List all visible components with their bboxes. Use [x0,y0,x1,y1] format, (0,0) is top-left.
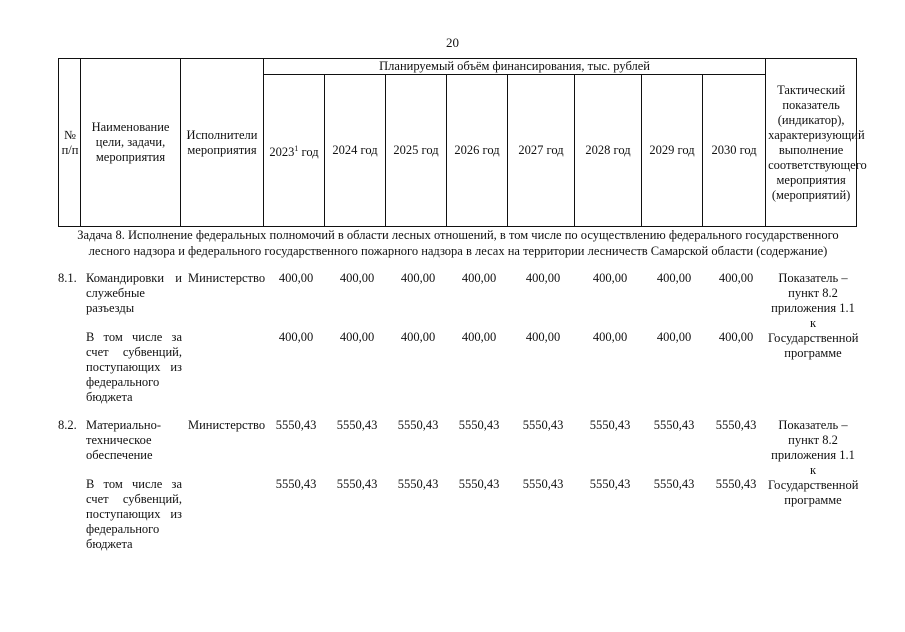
value-2026: 400,00 [461,271,497,285]
subvalue-2023: 400,00 [278,330,314,344]
subvalue-2026: 5550,43 [458,477,500,491]
year-2026-header: 2026 год [447,75,508,227]
value-2023: 5550,43 [275,418,317,432]
row-number: 8.2. [58,418,77,432]
value-2023: 400,00 [278,271,314,285]
row-indicator: Показатель – пункт 8.2 приложения 1.1 к Государственной программе [768,418,859,507]
subvalue-2024: 5550,43 [336,477,378,491]
value-2024: 5550,43 [336,418,378,432]
value-2030: 400,00 [718,271,754,285]
row-name: Командировки и служебные разъезды [86,271,182,315]
subvalue-2025: 400,00 [400,330,436,344]
financing-header: Планируемый объём финансирования, тыс. рублей [264,59,766,75]
row-indicator: Показатель – пункт 8.2 приложения 1.1 к Государственной программе [768,271,859,360]
year-2027-header: 2027 год [508,75,575,227]
subvalue-2028: 400,00 [592,330,628,344]
col-executor-header: Исполнители мероприятия [181,59,264,227]
row-number: 8.1. [58,271,77,285]
subvalue-2023: 5550,43 [275,477,317,491]
value-2027: 400,00 [525,271,561,285]
row-subname: В том числе за счет субвенций, поступающих из федерального бюджета [86,330,182,404]
subvalue-2029: 5550,43 [653,477,695,491]
value-2025: 400,00 [400,271,436,285]
col-indicator-header: Тактический показатель (индикатор), характеризующий выполнение соответствующего мероприятия (мероприятий) [766,59,857,227]
value-2024: 400,00 [339,271,375,285]
year-2030-header: 2030 год [703,75,766,227]
task-title: Задача 8. Исполнение федеральных полномочий в области лесных отношений, в том числе по осуществлению федерального государственного лесного надзора и федерального государственного пожарного надзора в лесах на территории лесничеств Самарской области (содержание) [77,228,839,258]
page-number: 20 [446,35,459,50]
subvalue-2030: 5550,43 [715,477,757,491]
subvalue-2030: 400,00 [718,330,754,344]
subvalue-2024: 400,00 [339,330,375,344]
row-executor: Министерство [188,271,266,285]
row-subname: В том числе за счет субвенций, поступающих из федерального бюджета [86,477,182,551]
subvalue-2028: 5550,43 [589,477,631,491]
value-2027: 5550,43 [522,418,564,432]
year-2028-header: 2028 год [575,75,642,227]
year-2025-header: 2025 год [386,75,447,227]
value-2030: 5550,43 [715,418,757,432]
value-2029: 5550,43 [653,418,695,432]
value-2029: 400,00 [656,271,692,285]
year-2024-header: 2024 год [325,75,386,227]
subvalue-2027: 5550,43 [522,477,564,491]
value-2026: 5550,43 [458,418,500,432]
value-2028: 400,00 [592,271,628,285]
subvalue-2025: 5550,43 [397,477,439,491]
year-2023-header: 2023$^1$ год [264,75,325,227]
col-number-header: № п/п [59,59,81,227]
table-header [58,58,867,227]
row-name: Материально-техническое обеспечение [86,418,161,462]
year-2029-header: 2029 год [642,75,703,227]
value-2025: 5550,43 [397,418,439,432]
subvalue-2027: 400,00 [525,330,561,344]
subvalue-2029: 400,00 [656,330,692,344]
subvalue-2026: 400,00 [461,330,497,344]
col-name-header: Наименование цели, задачи, мероприятия [81,59,181,227]
row-executor: Министерство [188,418,266,432]
value-2028: 5550,43 [589,418,631,432]
